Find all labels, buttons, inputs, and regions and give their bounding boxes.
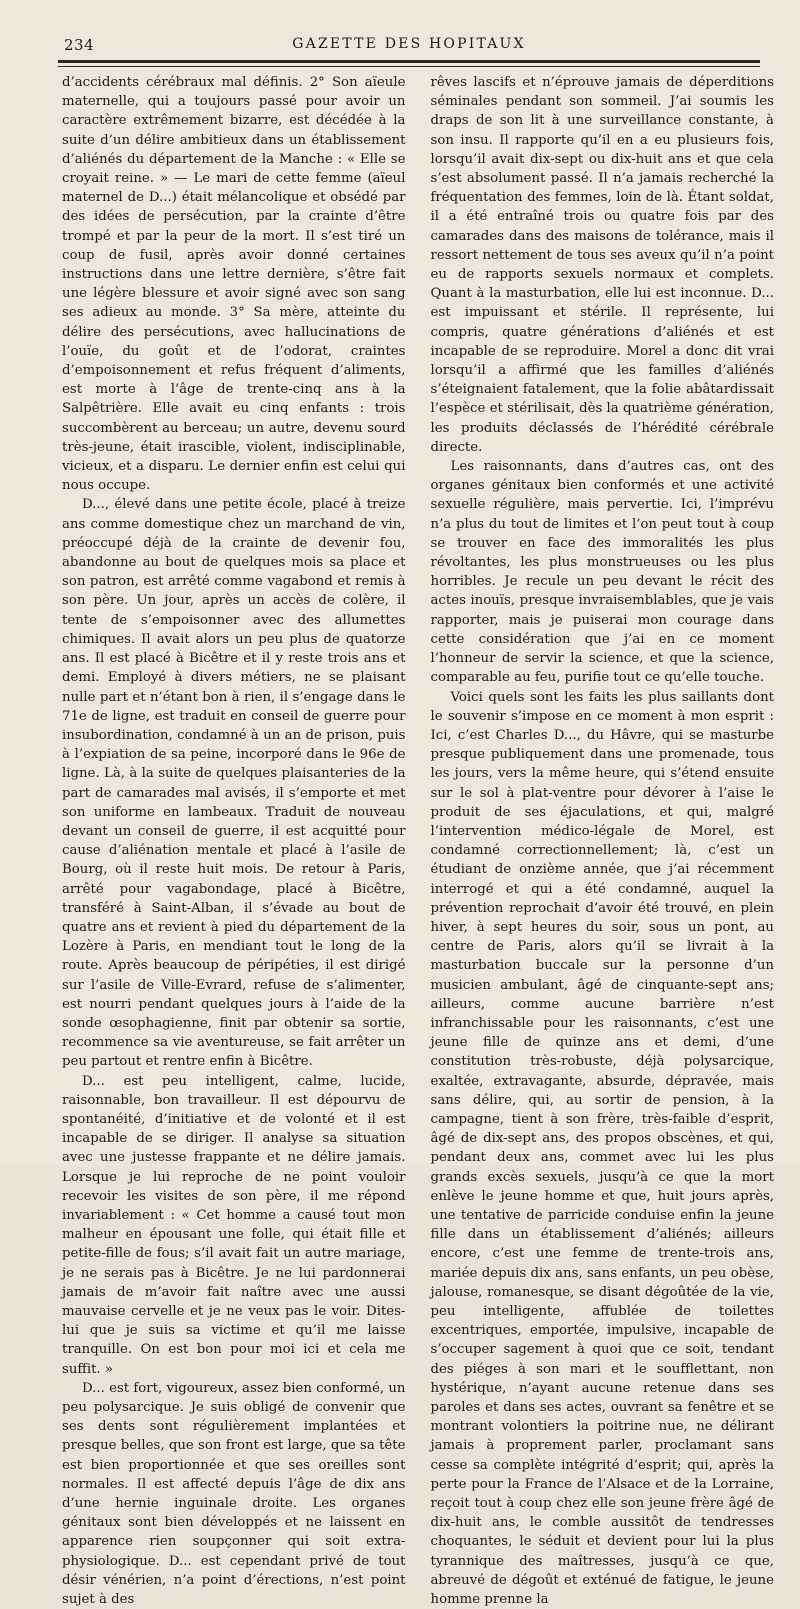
paragraph: Les raisonnants, dans d’autres cas, ont des organes génitaux bien conformés et une activité sexuelle régulière, mais pervertie. Ici, l’imprévu n’a plus du tout de limites et l’on peut tout à coup se trouver en face des immoralités les plus révoltantes, les plus monstrueuses ou les plus horribles. Je recule un peu devant le récit des actes inouïs, presque invraisemblables, que je vais rapporter, mais je puiserai mon courage dans cette considération que j’ai en ce moment l’honneur de servir la science, et que la science, comparable au feu, purifie tout ce qu’elle touche. (431, 457, 775, 687)
page-number: 234 (64, 36, 94, 54)
left-column (57, 73, 411, 1156)
paragraph: Voici quels sont les faits les plus saillants dont le souvenir s’impose en ce moment à mon esprit : Ici, c’est Charles D..., du Hâvre, qui se masturbe presque publiquement dans une promenade, tous les jours, vers la même heure, qui s’étend ensuite sur le sol à plat-ventre pour dévorer à l’aise le produit de ses éjaculations, et qui, malgré l’intervention médico-légale de Morel, est condamné correctionnellement; là, c’est un étudiant de onzième année, que j’ai récemment interrogé et qui a été condamné, auquel la prévention reprochait d’avoir été trouvé, en plein hiver, à sept heures du soir, sous un pont, au centre de Paris, alors qu’il se livrait à la masturbation buccale sur la personne d’un musicien ambulant, âgé de cinquante-sept ans; ailleurs, comme aucune barrière n’est infranchissable pour les raisonnants, c’est une jeune fille de quinze ans et demi, d’une constitution très-robuste, déjà polysarcique, exaltée, extravagante, absurde, dépravée, mais sans délire, qui, au sortir de pension, à la campagne, tient à son frère, très-faible d’esprit, âgé de dix-sept ans, des propos obscènes, et qui, pendant deux ans, commet avec lui les plus grands excès sexuels, jusqu’à ce que la mort enlève le jeune homme et que, huit jours après, une tentative de parricide conduise enfin la jeune fille dans un établissement d’aliénés; ailleurs encore, c’est une femme de trente-trois ans, mariée depuis dix ans, sans enfants, un peu obèse, jalouse, romanesque, se disant dégoûtée de la vie, peu intelligente, affublée de toilettes excentriques, emportée, impulsive, incapable de s’occuper sagement à quoi que ce soit, tendant des piéges à son mari et le soufflettant, non hystérique, n’ayant aucune retenue dans ses paroles et dans ses actes, ouvrant sa fenêtre et se montrant volontiers la poitrine nue, ne délirant jamais à proprement parler, proclamant sans cesse sa complète intégrité d’esprit; qui, après la perte pour la France de l’Alsace et de la Lorraine, reçoit tout à coup chez elle son jeune frère âgé de dix-huit ans, le comble aussitôt de tendresses choquantes, le séduit et devient pour lui la plus tyrannique des maîtresses, jusqu’à ce que, abreuvé de dégoût et exténué de fatigue, le jeune homme prenne la (431, 688, 775, 1609)
text-columns (57, 73, 774, 1156)
right-column (421, 73, 775, 1156)
page-header (58, 34, 760, 60)
header-rule-thin (58, 66, 760, 67)
header-rule-thick (58, 60, 760, 63)
paragraph: d’accidents cérébraux mal définis. 2° Son aïeule maternelle, qui a toujours passé pour avoir un caractère extrêmement bizarre, est décédée à la suite d’un délire ambitieux dans un établissement d’aliénés du département de la Manche : « Elle se croyait reine. » — Le mari de cette femme (aïeul maternel de D...) était mélancolique et obsédé par des idées de persécution, par la crainte d’être trompé et par la peur de la mort. Il s’est tiré un coup de fusil, après avoir donné certaines instructions dans une lettre dernière, s’être fait une légère blessure et avoir signé avec son sang ses adieux au monde. 3° Sa mère, atteinte du délire des persécutions, avec hallucinations de l’ouïe, du goût et de l’odorat, craintes d’empoisonnement et refus fréquent d’aliments, est morte à l’âge de trente-cinq ans à la Salpêtrière. Elle avait eu cinq enfants : trois succombèrent au berceau; un autre, devenu sourd très-jeune, était irascible, violent, indisciplinable, vicieux, et a disparu. Le dernier enfin est celui qui nous occupe. (62, 73, 406, 495)
paragraph: D... est peu intelligent, calme, lucide, raisonnable, bon travailleur. Il est dépourvu de spontanéité, d’initiative et de volonté et il est incapable de se diriger. Il analyse sa situation avec une justesse frappante et ne délire jamais. Lorsque je lui reproche de ne point vouloir recevoir les visites de son père, il me répond invariablement : « Cet homme a causé tout mon malheur en épousant une folle, qui était fille et petite-fille de fous; s’il avait fait un autre mariage, je ne serais pas à Bicêtre. Je ne lui pardonnerai jamais de m’avoir fait naître avec une aussi mauvaise cervelle et je ne veux pas le voir. Dites-lui que je suis sa victime et qu’il me laisse tranquille. On est bon pour moi ici et cela me suffit. » (62, 1072, 406, 1379)
paragraph: rêves lascifs et n’éprouve jamais de déperditions séminales pendant son sommeil. J’ai soumis les draps de son lit à une surveillance constante, à son insu. Il rapporte qu’il en a eu plusieurs fois, lorsqu’il avait dix-sept ou dix-huit ans et que cela s’est absolument passé. Il n’a jamais recherché la fréquentation des femmes, loin de là. Étant soldat, il a été entraîné trois ou quatre fois par des camarades dans des maisons de tolérance, mais il ressort nettement de tous ses aveux qu’il n’a point eu de rapports sexuels normaux et complets. Quant à la masturbation, elle lui est inconnue. D... est impuissant et stérile. Il représente, lui compris, quatre générations d’aliénés et est incapable de se reproduire. Morel a donc dit vrai lorsqu’il a affirmé que les familles d’aliénés s’éteignaient fatalement, que la folie abâtardissait l’espèce et stérilisait, dès la quatrième génération, les produits déclassés de l’hérédité cérébrale directe. (431, 73, 775, 457)
running-title: GAZETTE DES HOPITAUX (58, 36, 760, 52)
paragraph: D..., élevé dans une petite école, placé à treize ans comme domestique chez un marchand de vin, préoccupé déjà de la crainte de devenir fou, abandonne au bout de quelques mois sa place et son patron, est arrêté comme vagabond et remis à son père. Un jour, après un accès de colère, il tente de s’empoisonner avec des allumettes chimiques. Il avait alors un peu plus de quatorze ans. Il est placé à Bicêtre et il y reste trois ans et demi. Employé à divers métiers, ne se plaisant nulle part et n’étant bon à rien, il s’engage dans le 71e de ligne, est traduit en conseil de guerre pour insubordination, condamné à un an de prison, puis à l’expiation de sa peine, incorporé dans le 96e de ligne. Là, à la suite de quelques plaisanteries de la part de camarades mal avisés, il s’emporte et met son uniforme en lambeaux. Traduit de nouveau devant un conseil de guerre, il est acquitté pour cause d’aliénation mentale et placé à l’asile de Bourg, où il reste huit mois. De retour à Paris, arrêté pour vagabondage, placé à Bicêtre, transféré à Saint-Alban, il s’évade au bout de quatre ans et revient à pied du département de la Lozère à Paris, en mendiant tout le long de la route. Après beaucoup de péripéties, il est dirigé sur l’asile de Ville-Evrard, refuse de s’alimenter, est nourri pendant quelques jours à l’aide de la sonde œsophagienne, finit par obtenir sa sortie, recommence sa vie aventureuse, se fait arrêter un peu partout et rentre enfin à Bicêtre. (62, 495, 406, 1071)
paragraph: D... est fort, vigoureux, assez bien conformé, un peu polysarcique. Je suis obligé de convenir que ses dents sont régulièrement implantées et presque belles, que son front est large, que sa tête est bien proportionnée et que ses oreilles sont normales. Il est affecté depuis l’âge de dix ans d’une hernie inguinale droite. Les organes génitaux sont bien développés et ne laissent en apparence rien soupçonner qui soit extra-physiologique. D... est cependant privé de tout désir vénérien, n’a point d’érections, n’est point sujet à des (62, 1379, 406, 1609)
